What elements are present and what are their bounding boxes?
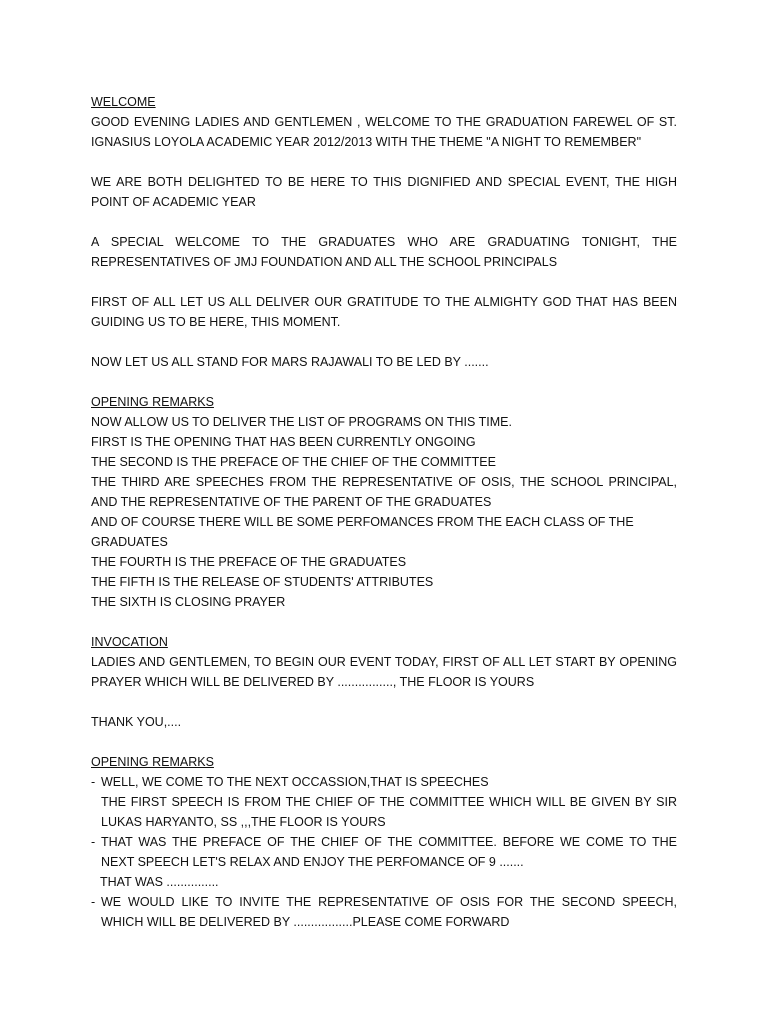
speech-item-1 (91, 772, 677, 832)
welcome-greeting: GOOD EVENING LADIES AND GENTLEMEN , WELCOME TO THE GRADUATION FAREWEL OF ST. IGNASIUS LOYOLA ACADEMIC YEAR 2012/2013 WITH THE THEME "A NIGHT TO REMEMBER" (91, 115, 677, 149)
welcome-heading: WELCOME (91, 95, 156, 109)
speech-item-3 (91, 892, 677, 932)
speech-item-3-body (101, 892, 677, 932)
speech-item-2-body (101, 832, 677, 872)
spacer (91, 732, 677, 752)
spacer (91, 152, 677, 172)
spacer (91, 692, 677, 712)
program-fifth: THE FIFTH IS THE RELEASE OF STUDENTS' ATTRIBUTES (91, 575, 434, 589)
speech-item-2-text: THAT WAS THE PREFACE OF THE CHIEF OF THE COMMITTEE. BEFORE WE COME TO THE NEXT SPEECH LET'S RELAX AND ENJOY THE PERFOMANCE OF 9 ....... (101, 835, 677, 869)
program-sixth: THE SIXTH IS CLOSING PRAYER (91, 595, 286, 609)
program-first: FIRST IS THE OPENING THAT HAS BEEN CURRENTLY ONGOING (91, 435, 476, 449)
spacer (91, 212, 677, 232)
program-intro: NOW ALLOW US TO DELIVER THE LIST OF PROGRAMS ON THIS TIME. (91, 415, 512, 429)
speech-item-1-cont: THE FIRST SPEECH IS FROM THE CHIEF OF THE COMMITTEE WHICH WILL BE GIVEN BY SIR LUKAS HARYANTO, SS ,,,THE FLOOR IS YOURS (101, 795, 677, 829)
program-fourth: THE FOURTH IS THE PREFACE OF THE GRADUATES (91, 555, 407, 569)
speech-item-2-cont: THAT WAS ............... (100, 875, 219, 889)
welcome-delight: WE ARE BOTH DELIGHTED TO BE HERE TO THIS DIGNIFIED AND SPECIAL EVENT, THE HIGH POINT OF ACADEMIC YEAR (91, 175, 677, 209)
speech-item-3-text: WE WOULD LIKE TO INVITE THE REPRESENTATIVE OF OSIS FOR THE SECOND SPEECH, WHICH WILL BE DELIVERED BY .................PLEASE COME FORWARD (101, 895, 677, 929)
spacer (91, 272, 677, 292)
invocation-heading: INVOCATION (91, 635, 168, 649)
welcome-gratitude: FIRST OF ALL LET US ALL DELIVER OUR GRATITUDE TO THE ALMIGHTY GOD THAT HAS BEEN GUIDING US TO BE HERE, THIS MOMENT. (91, 295, 677, 329)
spacer (91, 372, 677, 392)
list-dash: - (91, 835, 96, 849)
program-third: THE THIRD ARE SPEECHES FROM THE REPRESENTATIVE OF OSIS, THE SCHOOL PRINCIPAL, AND THE REPRESENTATIVE OF THE PARENT OF THE GRADUATES (91, 475, 677, 509)
program-performances: AND OF COURSE THERE WILL BE SOME PERFOMANCES FROM THE EACH CLASS OF THE GRADUATES (91, 515, 634, 549)
document-body (91, 92, 677, 932)
opening-remarks-heading: OPENING REMARKS (91, 395, 214, 409)
list-dash: - (91, 775, 96, 789)
welcome-special: A SPECIAL WELCOME TO THE GRADUATES WHO ARE GRADUATING TONIGHT, THE REPRESENTATIVES OF JMJ FOUNDATION AND ALL THE SCHOOL PRINCIPALS (91, 235, 677, 269)
spacer (91, 332, 677, 352)
program-second: THE SECOND IS THE PREFACE OF THE CHIEF OF THE COMMITTEE (91, 455, 496, 469)
invocation-thanks: THANK YOU,.... (91, 715, 182, 729)
spacer (91, 612, 677, 632)
list-dash: - (91, 895, 96, 909)
speech-item-1-line: WELL, WE COME TO THE NEXT OCCASSION,THAT IS SPEECHES (101, 775, 489, 789)
welcome-mars: NOW LET US ALL STAND FOR MARS RAJAWALI TO BE LED BY ....... (91, 355, 489, 369)
invocation-text: LADIES AND GENTLEMEN, TO BEGIN OUR EVENT TODAY, FIRST OF ALL LET START BY OPENING PRAYER WHICH WILL BE DELIVERED BY ................, THE FLOOR IS YOURS (91, 655, 677, 689)
speech-item-2 (91, 832, 677, 872)
speech-item-1-body (101, 772, 677, 832)
opening-remarks-heading-2: OPENING REMARKS (91, 755, 214, 769)
